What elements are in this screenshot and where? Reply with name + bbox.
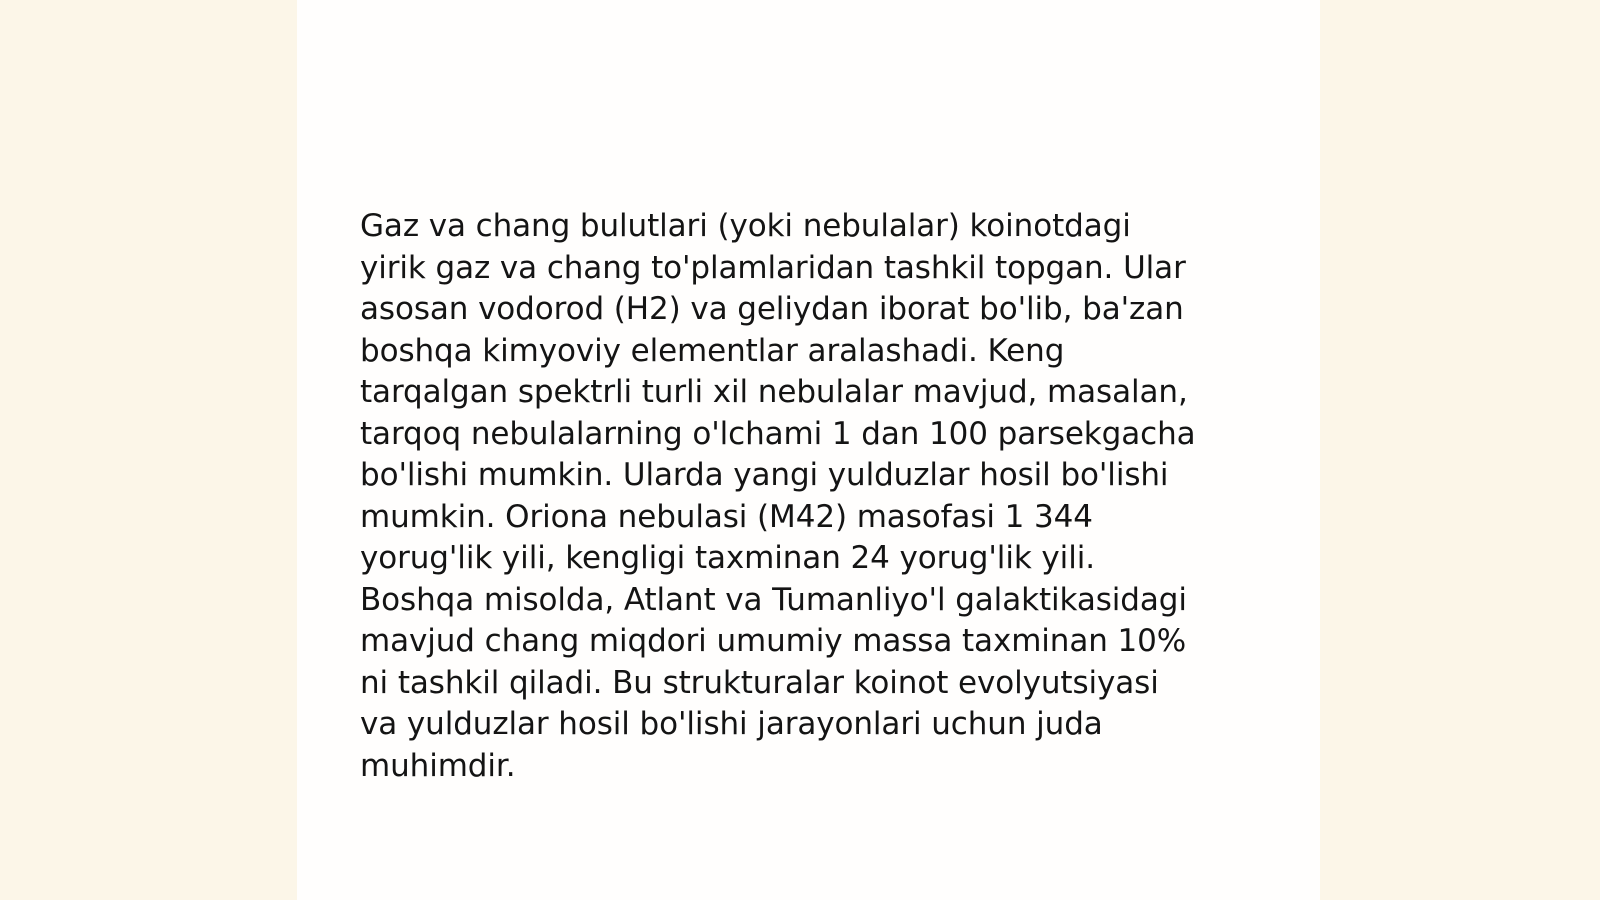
document-page — [297, 0, 1320, 900]
body-paragraph: Gaz va chang bulutlari (yoki nebulalar) koinotdagi yirik gaz va chang to'plamlaridan tashkil topgan. Ular asosan vodorod (H2) va geliydan iborat bo'lib, ba'zan boshqa kimyoviy elementlar aralashadi. Keng tarqalgan spektrli turli xil nebulalar mavjud, masalan, tarqoq nebulalarning o'lchami 1 dan 100 parsekgacha bo'lishi mumkin. Ularda yangi yulduzlar hosil bo'lishi mumkin. Oriona nebulasi (M42) masofasi 1 344 yorug'lik yili, kengligi taxminan 24 yorug'lik yili. Boshqa misolda, Atlant va Tumanliyo'l galaktikasidagi mavjud chang miqdori umumiy massa taxminan 10% ni tashkil qiladi. Bu strukturalar koinot evolyutsiyasi va yulduzlar hosil bo'lishi jarayonlari uchun juda muhimdir. — [360, 208, 1196, 784]
